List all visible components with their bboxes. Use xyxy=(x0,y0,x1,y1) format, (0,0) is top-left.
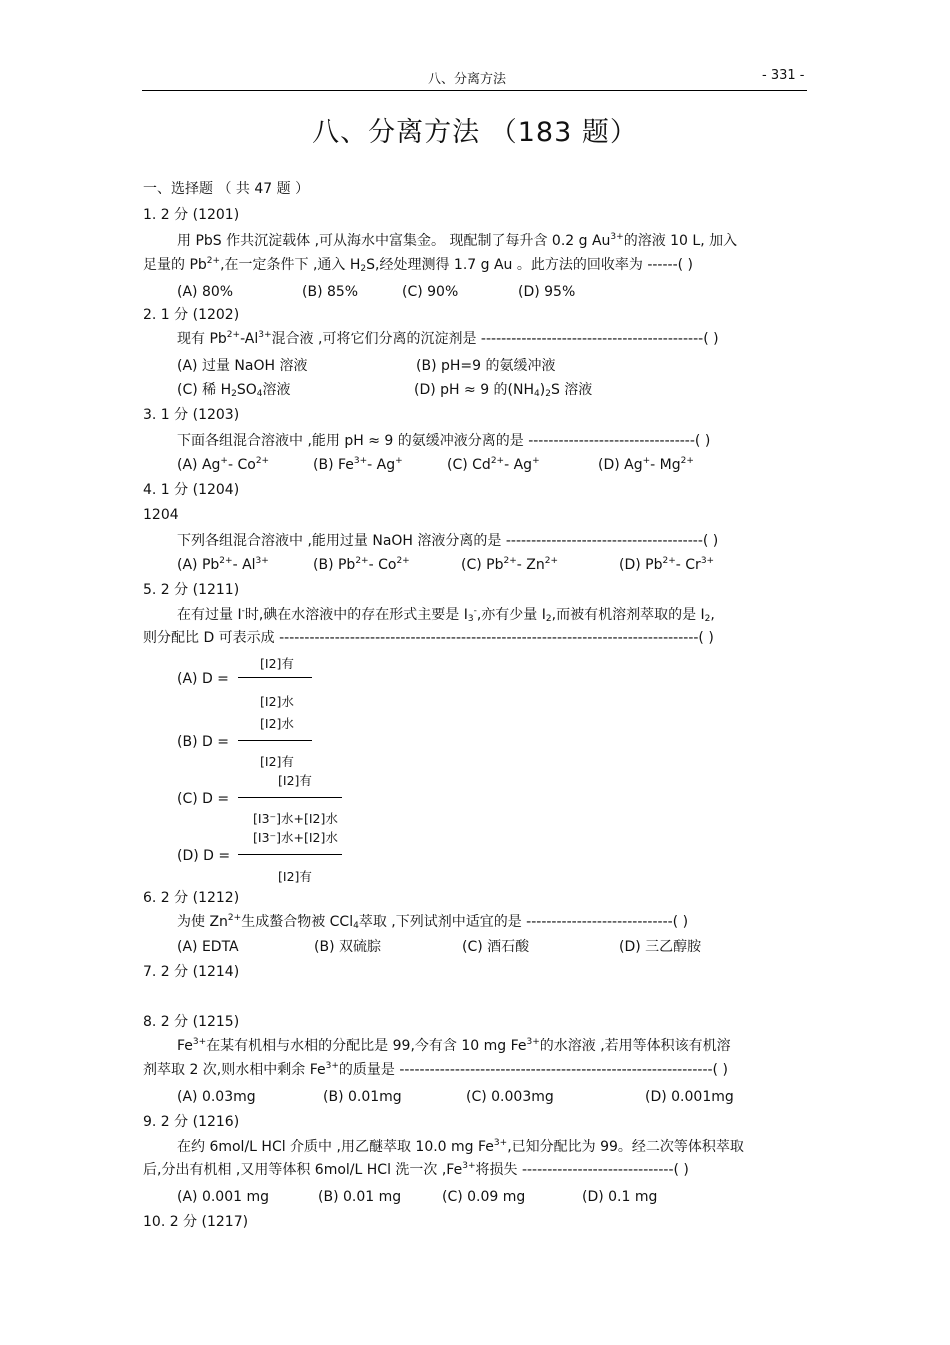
question-5-option-d-numerator: [I3⁻]水+[I2]水 xyxy=(253,830,338,845)
question-5-line-2: 则分配比 D 可表示成 -----------------------------------------------------------------------------------( ) xyxy=(143,630,714,646)
question-8-heading: 8. 2 分 (1215) xyxy=(143,1014,240,1030)
question-4-line-1: 下列各组混合溶液中 ,能用过量 NaOH 溶液分离的是 ---------------------------------------( ) xyxy=(177,533,719,549)
question-2-option-b: (B) pH=9 的氨缓冲液 xyxy=(416,358,556,374)
question-1-heading: 1. 2 分 (1201) xyxy=(143,207,240,223)
question-6-option-b: (B) 双硫腙 xyxy=(314,939,381,955)
question-2-option-a: (A) 过量 NaOH 溶液 xyxy=(177,358,308,374)
question-9-option-a: (A) 0.001 mg xyxy=(177,1189,270,1205)
question-2-heading: 2. 1 分 (1202) xyxy=(143,307,240,323)
question-9-option-b: (B) 0.01 mg xyxy=(318,1189,402,1205)
question-5-option-b-numerator: [I2]水 xyxy=(260,716,294,731)
question-6-line-1: 为使 $Zn^{2+}$生成螯合物被 CCl$_4$萃取 ,下列试剂中适宜的是 -----------------------------( ) xyxy=(177,913,689,931)
question-6-option-a: (A) EDTA xyxy=(177,939,239,955)
question-6-heading: 6. 2 分 (1212) xyxy=(143,890,240,906)
header-rule xyxy=(142,90,807,91)
question-8-option-b: (B) 0.01mg xyxy=(323,1089,402,1105)
question-4-option-b: (B) $Pb^{2+}-$ $Co^{2+}$ xyxy=(313,556,410,573)
question-4-heading: 4. 1 分 (1204) xyxy=(143,482,240,498)
question-7-heading: 7. 2 分 (1214) xyxy=(143,964,240,980)
question-8-line-1: $Fe^{3+}$在某有机相与水相的分配比是 99,今有含 10 mg $Fe^{3+}$的水溶液 ,若用等体积该有机溶 xyxy=(177,1037,731,1054)
question-5-option-d-denominator: [I2]有 xyxy=(278,869,312,884)
document-title: 八、分离方法 （183 题） xyxy=(312,117,638,148)
question-10-heading: 10. 2 分 (1217) xyxy=(143,1214,249,1230)
question-4-option-d: (D) $Pb^{2+}-$ $Cr^{3+}$ xyxy=(619,556,715,573)
question-4-code: 1204 xyxy=(143,507,179,523)
question-3-option-a: (A) Ag+- $Co^{2+}$ xyxy=(177,456,270,473)
question-4-option-c: (C) $Pb^{2+}-$ $Zn^{2+}$ xyxy=(461,556,559,573)
question-1-line-2: 足量的 $Pb^{2+}$,在一定条件下 ,通入 $H_2S$,经处理测得 1.7 g Au 。此方法的回收率为 ------( ) xyxy=(143,256,693,274)
question-3-heading: 3. 1 分 (1203) xyxy=(143,407,240,423)
question-5-option-c-fraction-bar xyxy=(238,797,342,798)
question-5-option-a-fraction-bar xyxy=(238,677,312,678)
question-5-option-b-label: (B) D = xyxy=(177,734,229,750)
question-5-option-d-fraction-bar xyxy=(238,854,342,855)
question-4-option-a: (A) $Pb^{2+}-$ $Al^{3+}$ xyxy=(177,556,269,573)
question-3-option-c: (C) $Cd^{2+}-$ Ag+ xyxy=(447,456,540,473)
question-1-option-d: (D) 95% xyxy=(518,284,576,300)
question-9-line-2: 后,分出有机相 ,又用等体积 6mol/L HCl 洗一次 $,Fe^{3+}$将损失 ------------------------------( ) xyxy=(143,1161,689,1178)
page-number: - 331 - xyxy=(762,68,805,83)
question-5-option-b-fraction-bar xyxy=(238,740,312,741)
question-5-option-a-denominator: [I2]水 xyxy=(260,694,294,709)
question-9-option-d: (D) 0.1 mg xyxy=(582,1189,658,1205)
question-2-option-c: (C) 稀 $H_2SO_4$溶液 xyxy=(177,382,291,399)
question-8-option-c: (C) 0.003mg xyxy=(466,1089,554,1105)
question-1-line-1: 用 PbS 作共沉淀载体 ,可从海水中富集金。 现配制了每升含 0.2 g $Au^{3+}$的溶液 10 L, 加入 xyxy=(177,232,738,249)
question-8-line-2: 剂萃取 2 次,则水相中剩余 $Fe^{3+}$的质量是 --------------------------------------------------------------( ) xyxy=(143,1061,728,1078)
question-9-heading: 9. 2 分 (1216) xyxy=(143,1114,240,1130)
question-5-option-a-label: (A) D = xyxy=(177,671,229,687)
question-1-option-b: (B) 85% xyxy=(302,284,359,300)
question-9-line-1: 在约 6mol/L HCl 介质中 ,用乙醚萃取 10.0 mg $Fe^{3+}$,已知分配比为 99。经二次等体积萃取 xyxy=(177,1138,744,1155)
section-heading: 一、选择题 （ 共 47 题 ） xyxy=(143,181,310,197)
question-9-option-c: (C) 0.09 mg xyxy=(442,1189,526,1205)
running-header-title: 八、分离方法 xyxy=(428,72,507,87)
question-5-heading: 5. 2 分 (1211) xyxy=(143,582,240,598)
question-5-line-1: 在有过量 I-时,碘在水溶液中的存在形式主要是 $I_3^-$,亦有少量 $I_2$,而被有机溶剂萃取的是 $I_2$, xyxy=(177,606,715,624)
question-5-option-b-denominator: [I2]有 xyxy=(260,754,294,769)
question-1-option-c: (C) 90% xyxy=(402,284,459,300)
question-6-option-d: (D) 三乙醇胺 xyxy=(619,939,702,955)
question-2-line-1: 现有 $Pb^{2+}-Al^{3+}$混合液 ,可将它们分离的沉淀剂是 --------------------------------------------( ) xyxy=(177,330,719,347)
question-8-option-d: (D) 0.001mg xyxy=(645,1089,734,1105)
question-3-line-1: 下面各组混合溶液中 ,能用 pH ≈ 9 的氨缓冲液分离的是 ---------------------------------( ) xyxy=(177,433,711,449)
question-2-option-d: (D) pH ≈ 9 的$(NH_4)_2S$ 溶液 xyxy=(414,382,593,399)
question-5-option-a-numerator: [I2]有 xyxy=(260,656,294,671)
question-3-option-d: (D) Ag+- $Mg^{2+}$ xyxy=(598,456,694,473)
question-3-option-b: (B) $Fe^{3+}-$ Ag+ xyxy=(313,456,403,473)
question-5-option-c-numerator: [I2]有 xyxy=(278,773,312,788)
question-5-option-c-denominator: [I3⁻]水+[I2]水 xyxy=(253,811,338,826)
question-1-option-a: (A) 80% xyxy=(177,284,234,300)
question-5-option-c-label: (C) D = xyxy=(177,791,230,807)
question-8-option-a: (A) 0.03mg xyxy=(177,1089,256,1105)
question-6-option-c: (C) 酒石酸 xyxy=(462,939,530,955)
question-5-option-d-label: (D) D = xyxy=(177,848,231,864)
